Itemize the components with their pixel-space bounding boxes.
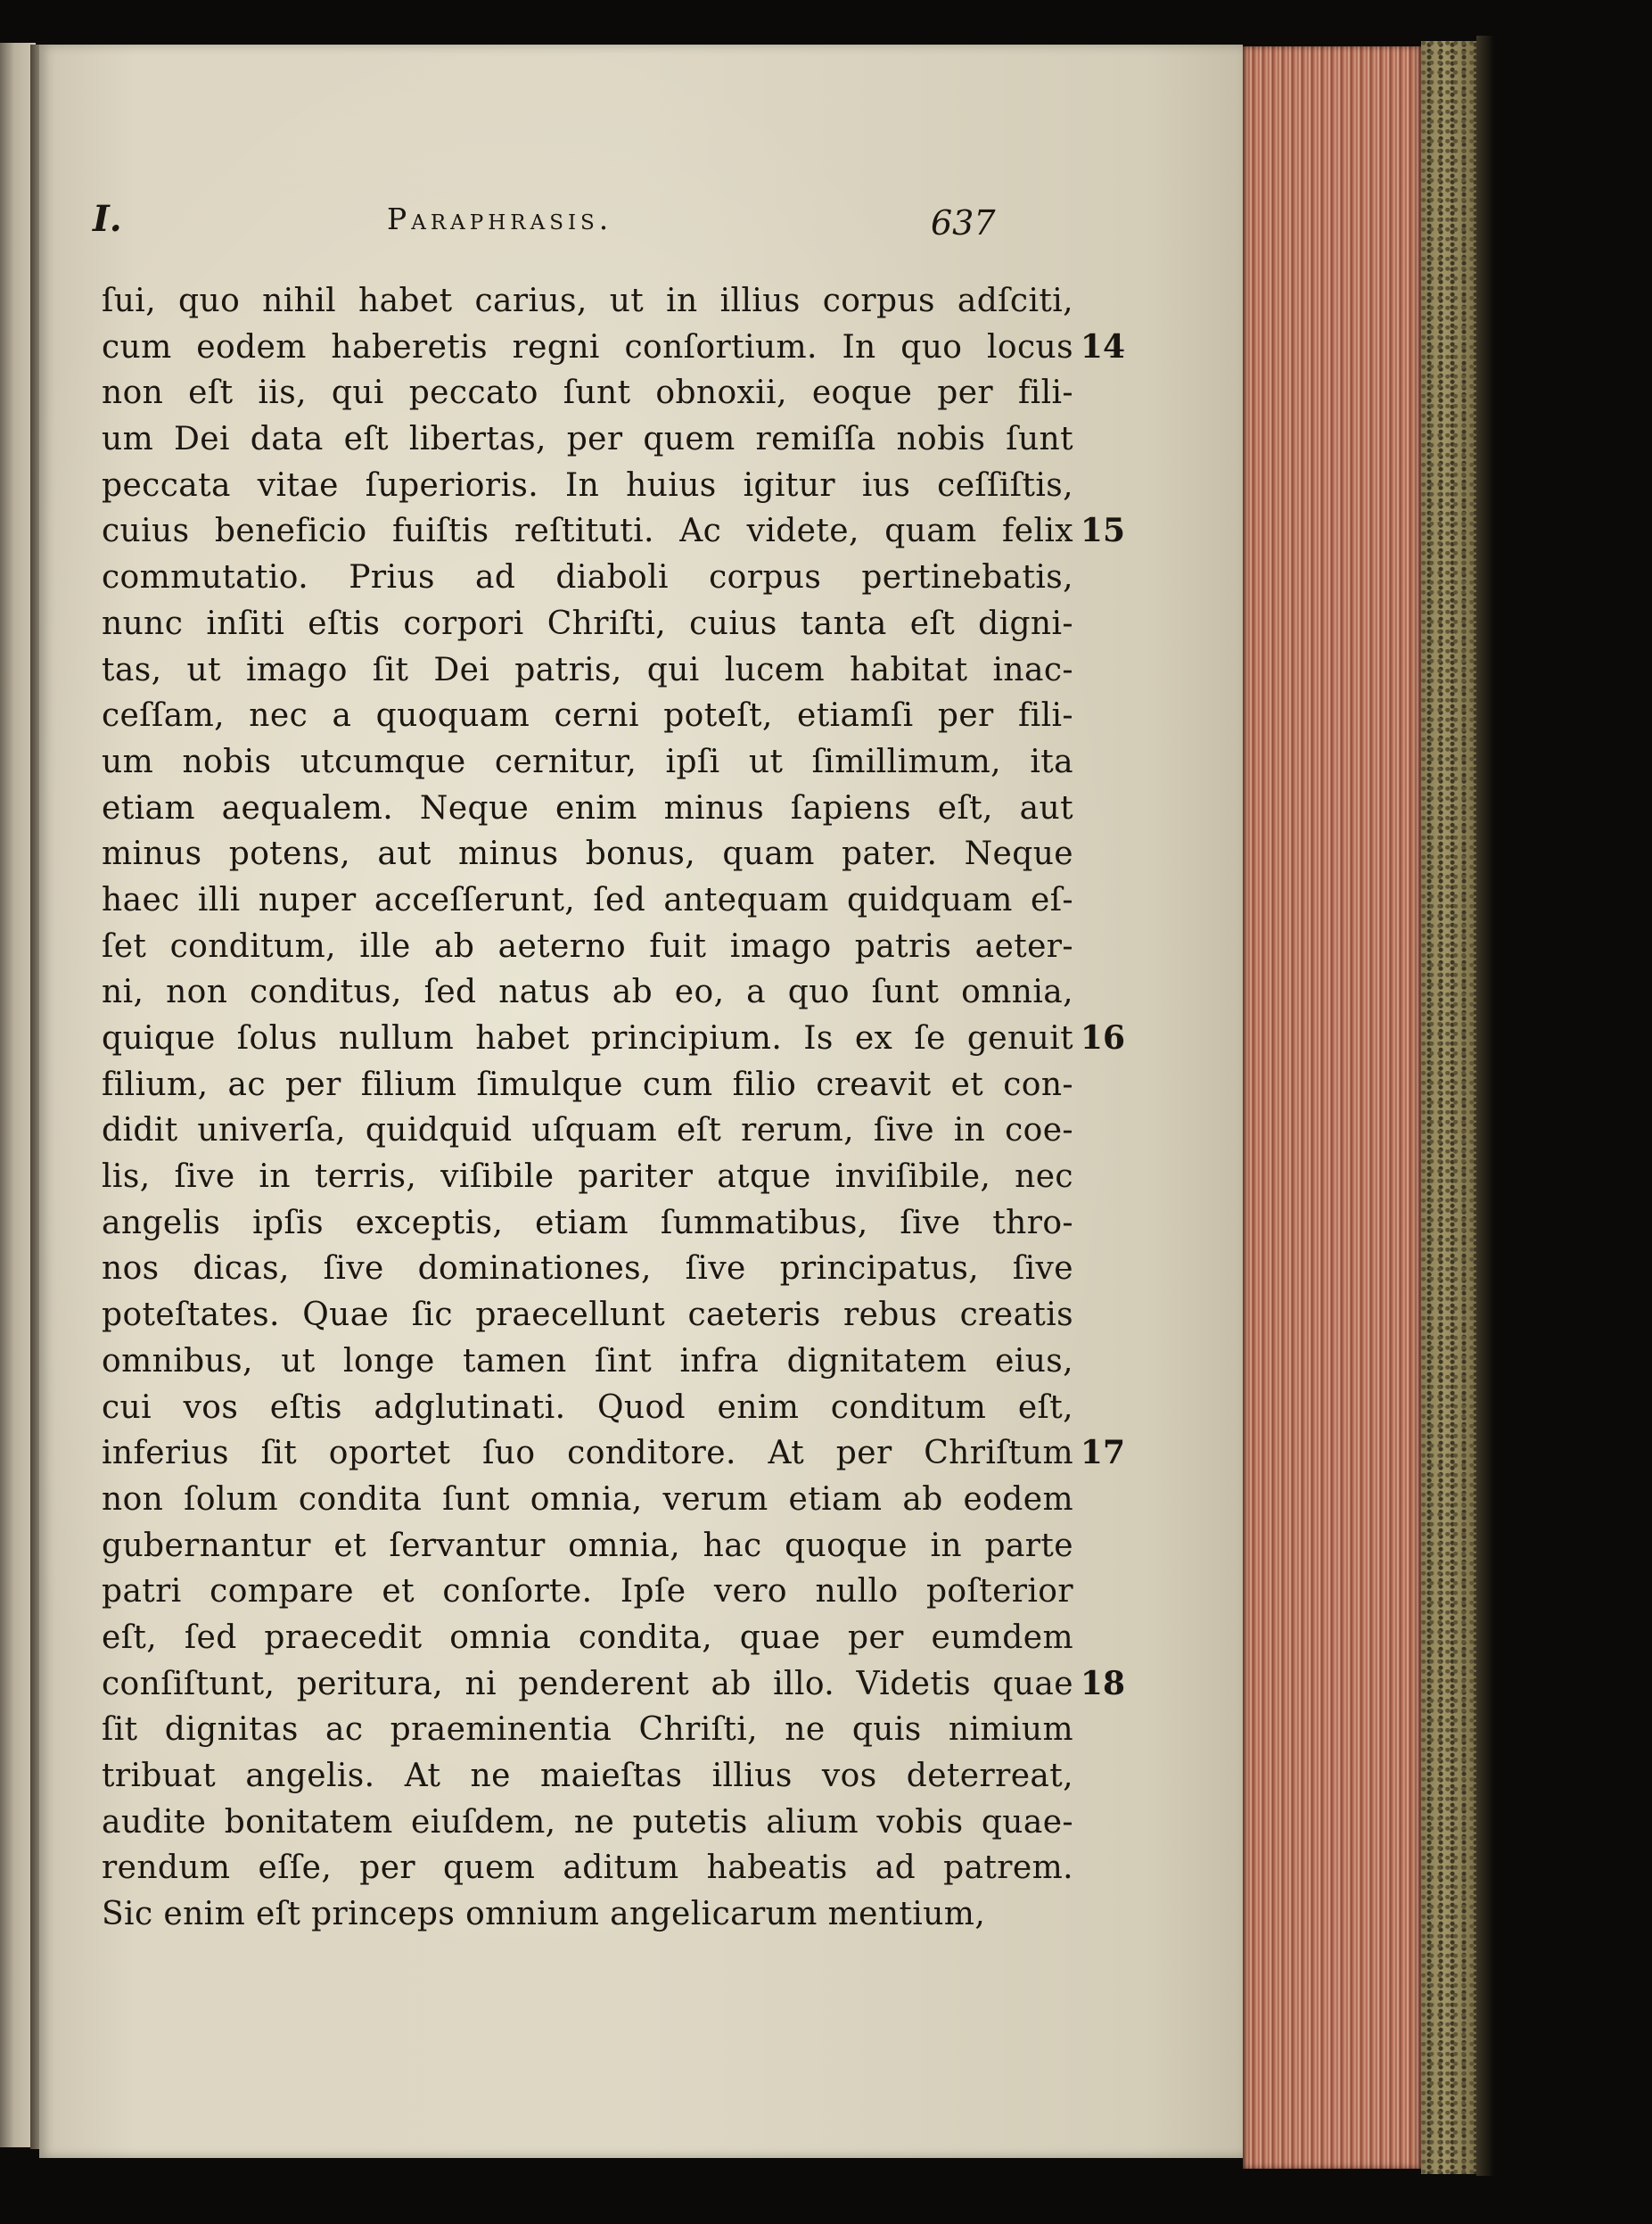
- text-line: [102, 647, 1073, 694]
- line-text: ni, non conditus, ſed natus ab eo, a quo ſunt omnia,: [102, 974, 1073, 1011]
- line-text: tribuat angelis. At ne maieſtas illius vos deterreat,: [102, 1758, 1073, 1794]
- line-text: omnibus, ut longe tamen ſint infra dignitatem eius,: [102, 1342, 1073, 1380]
- text-line: [102, 1108, 1073, 1154]
- text-line: [102, 1385, 1073, 1431]
- verse-number: 15: [1080, 512, 1125, 550]
- line-text: nunc inſiti eſtis corpori Chriſti, cuius tanta eſt digni-: [102, 605, 1073, 642]
- line-text: cui vos eſtis adglutinati. Quod enim conditum eſt,: [102, 1388, 1073, 1426]
- line-text: conſiſtunt, peritura, ni penderent ab illo. Videtis quae: [102, 1665, 1073, 1702]
- verse-number: 17: [1080, 1434, 1125, 1472]
- section-marker: I.: [93, 198, 122, 240]
- text-line: [102, 1154, 1073, 1200]
- line-text: non ſolum condita ſunt omnia, verum etiam ab eodem: [102, 1480, 1073, 1518]
- text-line: [102, 1339, 1073, 1385]
- text-line: [102, 786, 1073, 832]
- text-line: [102, 508, 1125, 555]
- text-line: [102, 601, 1073, 647]
- text-line: [102, 1615, 1073, 1661]
- line-text: cuius beneficio fuiſtis reſtituti. Ac videte, quam felix: [102, 513, 1073, 550]
- text-line: [102, 1062, 1073, 1108]
- line-text: quique ſolus nullum habet principium. Is ex ſe genuit: [102, 1020, 1073, 1057]
- line-text: ceſſam, nec a quoquam cerni poteſt, etiamſi per fili-: [102, 697, 1073, 735]
- text-line: [102, 1292, 1073, 1339]
- text-line: [102, 831, 1073, 877]
- text-line: [102, 877, 1073, 924]
- text-line: [102, 1569, 1073, 1615]
- text-line: [102, 278, 1073, 325]
- text-line: [102, 1016, 1125, 1062]
- text-line: [102, 416, 1073, 463]
- line-text: ſet conditum, ille ab aeterno fuit imago patris aeter-: [102, 927, 1073, 965]
- line-text: didit univerſa, quidquid uſquam eſt rerum, ſive in coe-: [102, 1112, 1073, 1149]
- line-text: etiam aequalem. Neque enim minus ſapiens eſt, aut: [102, 789, 1073, 827]
- line-text: non eſt iis, qui peccato ſunt obnoxii, eoque per fili-: [102, 375, 1073, 412]
- verse-number: 16: [1080, 1019, 1125, 1057]
- text-line: [102, 1753, 1073, 1800]
- line-text: audite bonitatem eiuſdem, ne putetis alium vobis quae-: [102, 1803, 1073, 1841]
- text-line: [102, 1200, 1073, 1247]
- line-text: um nobis utcumque cernitur, ipſi ut ſimillimum, ita: [102, 743, 1073, 780]
- line-text: lis, ſive in terris, viſibile pariter atque inviſibile, nec: [102, 1158, 1073, 1196]
- line-text: poteſtates. Quae ſic praecellunt caeteris rebus creatis: [102, 1297, 1073, 1334]
- text-line: [102, 1477, 1073, 1523]
- line-text: inferius ſit oportet ſuo conditore. At per Chriſtum: [102, 1435, 1073, 1472]
- line-text: peccata vitae ſuperioris. In huius igitur ius ceſſiſtis,: [102, 466, 1073, 504]
- text-line: [102, 555, 1073, 601]
- verse-number: 18: [1080, 1664, 1125, 1702]
- text-line: [102, 370, 1073, 416]
- line-text: angelis ipſis exceptis, etiam ſummatibus, ſive thro-: [102, 1204, 1073, 1241]
- text-line: [102, 693, 1073, 739]
- text-line: [102, 1430, 1125, 1477]
- line-text: cum eodem haberetis regni conſortium. In quo locus: [102, 328, 1073, 366]
- line-text: commutatio. Prius ad diaboli corpus pertinebatis,: [102, 559, 1073, 597]
- text-line: [102, 1707, 1073, 1753]
- text-line: [102, 739, 1073, 786]
- cover-shadow: [1476, 36, 1494, 2176]
- line-text: ſui, quo nihil habet carius, ut in illius corpus adſciti,: [102, 283, 1073, 319]
- book-page: [39, 45, 1243, 2158]
- body-text: [102, 278, 1125, 1938]
- line-text: nos dicas, ſive dominationes, ſive principatus, ſive: [102, 1250, 1073, 1288]
- line-text: ſit dignitas ac praeminentia Chriſti, ne quis nimium: [102, 1711, 1073, 1749]
- line-text: tas, ut imago ſit Dei patris, qui lucem habitat inac-: [102, 651, 1073, 688]
- text-line: [102, 1891, 1073, 1938]
- line-text: rendum eſſe, per quem aditum habeatis ad patrem.: [102, 1849, 1073, 1887]
- text-line: [102, 325, 1125, 371]
- text-line: [102, 1845, 1073, 1891]
- line-text: um Dei data eſt libertas, per quem remiſſa nobis ſunt: [102, 421, 1073, 458]
- line-text: patri compare et conſorte. Ipſe vero nullo poſterior: [102, 1573, 1073, 1610]
- text-line: [102, 1523, 1073, 1569]
- line-text: Sic enim eſt princeps omnium angelicarum mentium,: [102, 1896, 986, 1933]
- marbled-cover-edge: [1421, 41, 1476, 2174]
- line-text: filium, ac per filium ſimulque cum filio creavit et con-: [102, 1066, 1073, 1103]
- line-text: minus potens, aut minus bonus, quam pater. Neque: [102, 836, 1073, 873]
- page-number: 637: [931, 203, 996, 243]
- verse-number: 14: [1080, 327, 1125, 366]
- page-block-edges: [1243, 46, 1421, 2169]
- running-title: Paraphrasis.: [387, 202, 613, 236]
- line-text: eſt, ſed praecedit omnia condita, quae per eumdem: [102, 1619, 1073, 1656]
- text-line: [102, 1246, 1073, 1292]
- line-text: haec illi nuper acceſſerunt, ſed antequam quidquam eſ-: [102, 881, 1073, 918]
- text-line: [102, 924, 1073, 970]
- text-line: [102, 463, 1073, 509]
- text-line: [102, 1661, 1125, 1708]
- text-line: [102, 969, 1073, 1016]
- text-line: [102, 1800, 1073, 1846]
- running-header: [39, 198, 1243, 251]
- line-text: gubernantur et ſervantur omnia, hac quoque in parte: [102, 1527, 1073, 1564]
